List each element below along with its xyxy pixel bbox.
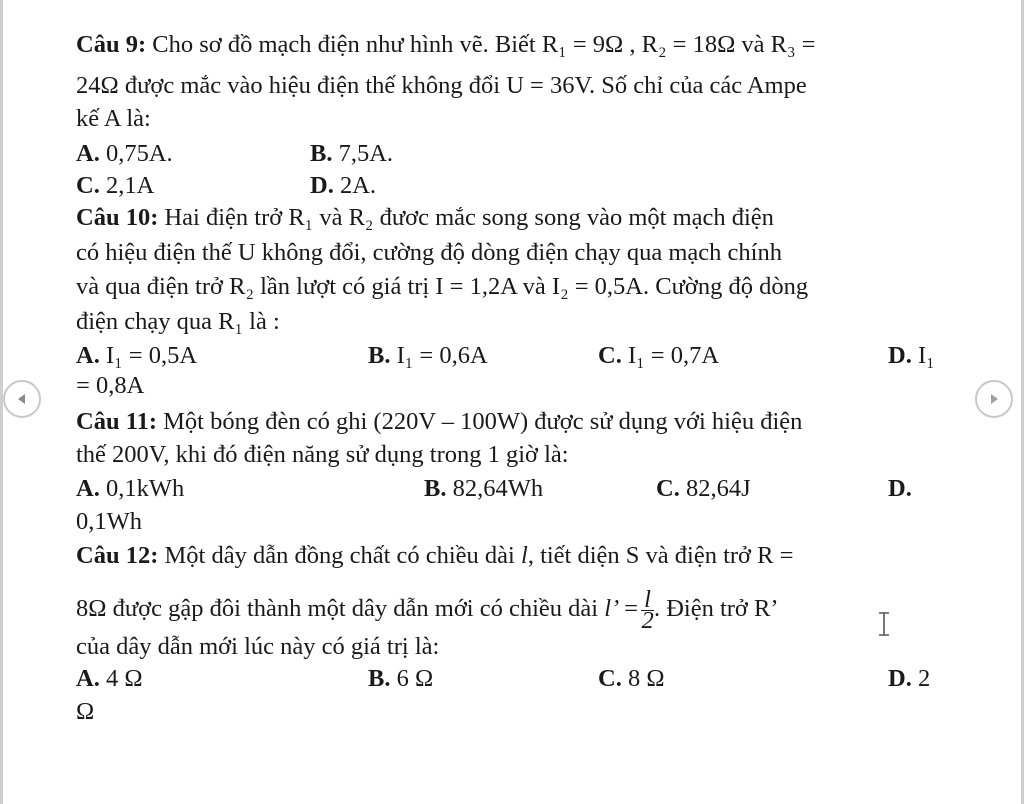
option-label: A. xyxy=(76,475,100,502)
question-9-line-3: kế A là: xyxy=(76,105,151,132)
option-label: B. xyxy=(368,342,391,369)
option-text: 0,1kWh xyxy=(99,475,185,502)
option-label: C. xyxy=(598,665,622,692)
option-text: 0,75A. xyxy=(99,140,173,167)
text-cursor-icon xyxy=(877,612,891,636)
option-label: D. xyxy=(888,342,912,369)
option-label: C. xyxy=(76,172,100,199)
question-12-option-d-continued: Ω xyxy=(76,698,95,725)
fraction-numerator: l xyxy=(641,590,654,611)
chevron-left-icon xyxy=(15,392,29,406)
question-11-option-d-continued: 0,1Wh xyxy=(76,508,142,535)
previous-page-button[interactable] xyxy=(3,380,41,418)
question-10-line-4: điện chạy qua R₁ là : xyxy=(76,308,280,335)
next-page-button[interactable] xyxy=(975,380,1013,418)
option-text: I₁ = 0,5A xyxy=(99,342,198,369)
question-12-line-2 xyxy=(76,586,779,634)
new-length-symbol: l’ = xyxy=(604,595,640,623)
question-12-option-b xyxy=(368,664,433,694)
question-11-option-c xyxy=(656,474,751,504)
question-10-option-d-continued: = 0,8A xyxy=(76,372,145,399)
question-9-text: Cho sơ đồ mạch điện như hình vẽ. Biết R₁ = 9Ω , R₂ = 18Ω và R₃ = xyxy=(146,31,816,58)
option-text: 2,1A xyxy=(99,172,155,199)
option-text: I₁ = 0,7A xyxy=(621,342,720,369)
question-9-label: Câu 9: xyxy=(76,31,147,58)
question-9-option-d xyxy=(310,171,376,201)
question-10-option-b xyxy=(368,341,488,371)
option-label: D. xyxy=(888,665,912,692)
question-9-line-1 xyxy=(76,30,815,60)
question-12-line-2-end: . Điện trở R’ xyxy=(653,595,779,623)
question-12-text: Một dây dẫn đồng chất có chiều dài xyxy=(158,542,521,569)
question-11-option-b xyxy=(424,474,543,504)
question-10-line-3: và qua điện trở R₂ lần lượt có giá trị I = 1,2A và I₂ = 0,5A. Cường độ dòng xyxy=(76,273,809,300)
length-symbol: l xyxy=(521,542,528,569)
question-12-option-d xyxy=(888,664,930,694)
question-12-line-2-text: 8Ω được gập đôi thành một dây dẫn mới có chiều dài xyxy=(76,595,605,623)
question-10-label: Câu 10: xyxy=(76,204,159,231)
question-9-option-b xyxy=(310,139,393,169)
option-label: B. xyxy=(368,665,391,692)
option-text: 6 Ω xyxy=(390,665,434,692)
option-text: 2A. xyxy=(333,172,377,199)
question-10-text: Hai điện trở R₁ và R₂ đươc mắc song song vào một mạch điện xyxy=(158,204,774,231)
question-9-option-c xyxy=(76,171,154,201)
option-label: B. xyxy=(424,475,447,502)
option-label: A. xyxy=(76,140,100,167)
option-text: 82,64J xyxy=(679,475,751,502)
option-label: C. xyxy=(656,475,680,502)
question-12-option-c xyxy=(598,664,665,694)
option-label: D. xyxy=(888,475,912,502)
question-11-line-1 xyxy=(76,407,802,437)
question-10-option-d xyxy=(888,341,935,371)
chevron-right-icon xyxy=(987,392,1001,406)
question-9-line-2: 24Ω được mắc vào hiệu điện thế không đổi U = 36V. Số chỉ của các Ampe xyxy=(76,72,807,99)
question-10-option-a xyxy=(76,341,197,371)
question-11-option-d xyxy=(888,474,912,504)
question-10-line-1 xyxy=(76,203,774,233)
question-11-text: Một bóng đèn có ghi (220V – 100W) được sử dụng với hiệu điện xyxy=(157,408,803,435)
option-text: 82,64Wh xyxy=(446,475,544,502)
option-label: B. xyxy=(310,140,333,167)
question-12-line-1 xyxy=(76,541,793,571)
fraction-denominator: 2 xyxy=(641,607,654,634)
option-label: C. xyxy=(598,342,622,369)
fraction xyxy=(641,586,654,634)
question-12-text-cont: , tiết diện S và điện trở R = xyxy=(527,542,794,569)
question-10-option-c xyxy=(598,341,719,371)
option-label: A. xyxy=(76,342,100,369)
option-text: I₁ = 0,6A xyxy=(390,342,488,369)
option-label: A. xyxy=(76,665,100,692)
question-11-line-2: thế 200V, khi đó điện năng sử dụng trong 1 giờ là: xyxy=(76,441,569,468)
question-10-line-2: có hiệu điện thế U không đổi, cường độ dòng điện chạy qua mạch chính xyxy=(76,239,782,266)
question-12-line-3: của dây dẫn mới lúc này có giá trị là: xyxy=(76,633,440,660)
question-11-option-a xyxy=(76,474,184,504)
option-text: 7,5A. xyxy=(332,140,394,167)
question-12-option-a xyxy=(76,664,143,694)
option-text: 4 Ω xyxy=(99,665,143,692)
option-text: 2 xyxy=(911,665,931,692)
question-12-label: Câu 12: xyxy=(76,542,159,569)
option-text: 8 Ω xyxy=(621,665,665,692)
question-11-label: Câu 11: xyxy=(76,408,158,435)
option-label: D. xyxy=(310,172,334,199)
question-9-option-a xyxy=(76,139,173,169)
option-text: I₁ xyxy=(911,342,935,369)
